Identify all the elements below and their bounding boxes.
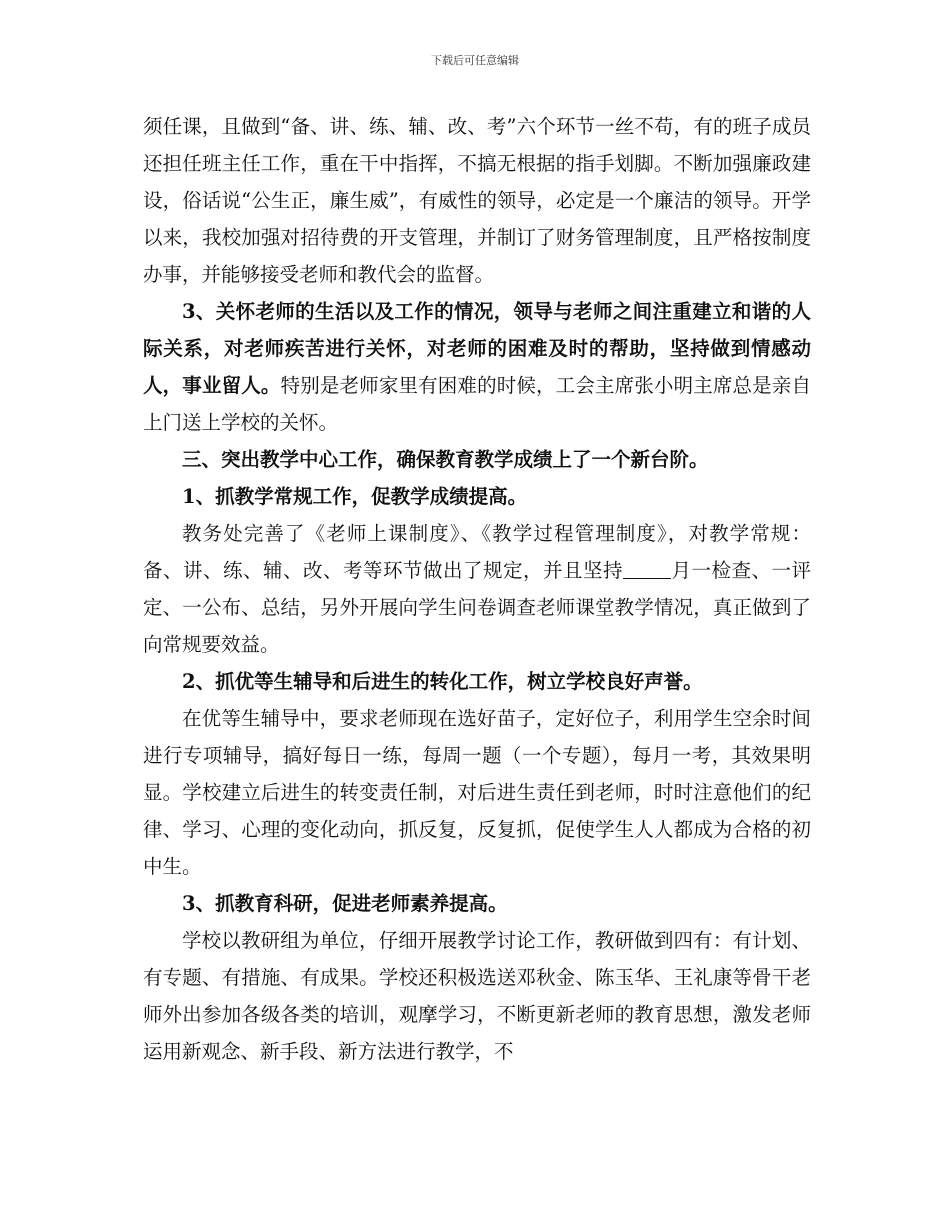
paragraph-2 xyxy=(143,293,811,441)
paragraph-research: 学校以教研组为单位，仔细开展教学讨论工作，教研做到四有：有计划、有专题、有措施、有成果。学校还积极选送邓秋金、陈玉华、王礼康等骨干老师外出参加各级各类的培训，观摩学习，不断更新老师的教育思想，激发老师运用新观念、新手段、新方法进行教学，不 xyxy=(143,929,811,1063)
page-header: 下载后可任意编辑 xyxy=(431,54,519,67)
paragraph-2-bold: 3、关怀老师的生活以及工作的情况，领导与老师之间注重建立和谐的人际关系，对老师疾苦进行关怀，对老师的困难及时的帮助，坚持做到情感动人，事业留人。 xyxy=(143,300,811,397)
paragraph-teaching-routine xyxy=(143,515,811,663)
document-body xyxy=(143,108,811,1070)
paragraph-teaching-routine-a: 教务处完善了《老师上课制度》、《教学过程管理制度》，对教学常规：备、讲、练、辅、改、考等环节做出了规定，并且坚持 xyxy=(143,522,811,582)
paragraph-2-rest: 特别是老师家里有困难的时候，工会主席张小明主席总是亲自上门送上学校的关怀。 xyxy=(143,374,811,434)
subheading-research: 3、抓教育科研，促进老师素养提高。 xyxy=(182,892,508,915)
paragraph-student-tutoring: 在优等生辅导中，要求老师现在选好苗子，定好位子，利用学生空余时间进行专项辅导，搞好每日一练，每周一题（一个专题），每月一考，其效果明显。学校建立后进生的转变责任制，对后进生责任到老师，时时注意他们的纪律、学习、心理的变化动向，抓反复，反复抓，促使学生人人都成为合格的初中生。 xyxy=(143,707,811,878)
fill-in-blank xyxy=(623,559,671,580)
paragraph-teaching-routine-b: 月一检查、一评定、一公布、总结，另外开展向学生问卷调查老师课堂教学情况，真正做到了向常规要效益。 xyxy=(143,559,811,656)
subheading-student-tutoring: 2、抓优等生辅导和后进生的转化工作，树立学校良好声誉。 xyxy=(182,670,703,693)
section-heading-3: 三、突出教学中心工作，确保教育教学成绩上了一个新台阶。 xyxy=(182,448,709,471)
paragraph-1: 须任课，且做到“备、讲、练、辅、改、考”六个环节一丝不苟，有的班子成员还担任班主任工作，重在干中指挥，不搞无根据的指手划脚。不断加强廉政建设，俗话说“公生正，廉生威”，有威性的领导，必定是一个廉洁的领导。开学以来，我校加强对招待费的开支管理，并制订了财务管理制度，且严格按制度办事，并能够接受老师和教代会的监督。 xyxy=(143,115,811,286)
subheading-teaching-routine: 1、抓教学常规工作，促教学成绩提高。 xyxy=(182,485,528,508)
